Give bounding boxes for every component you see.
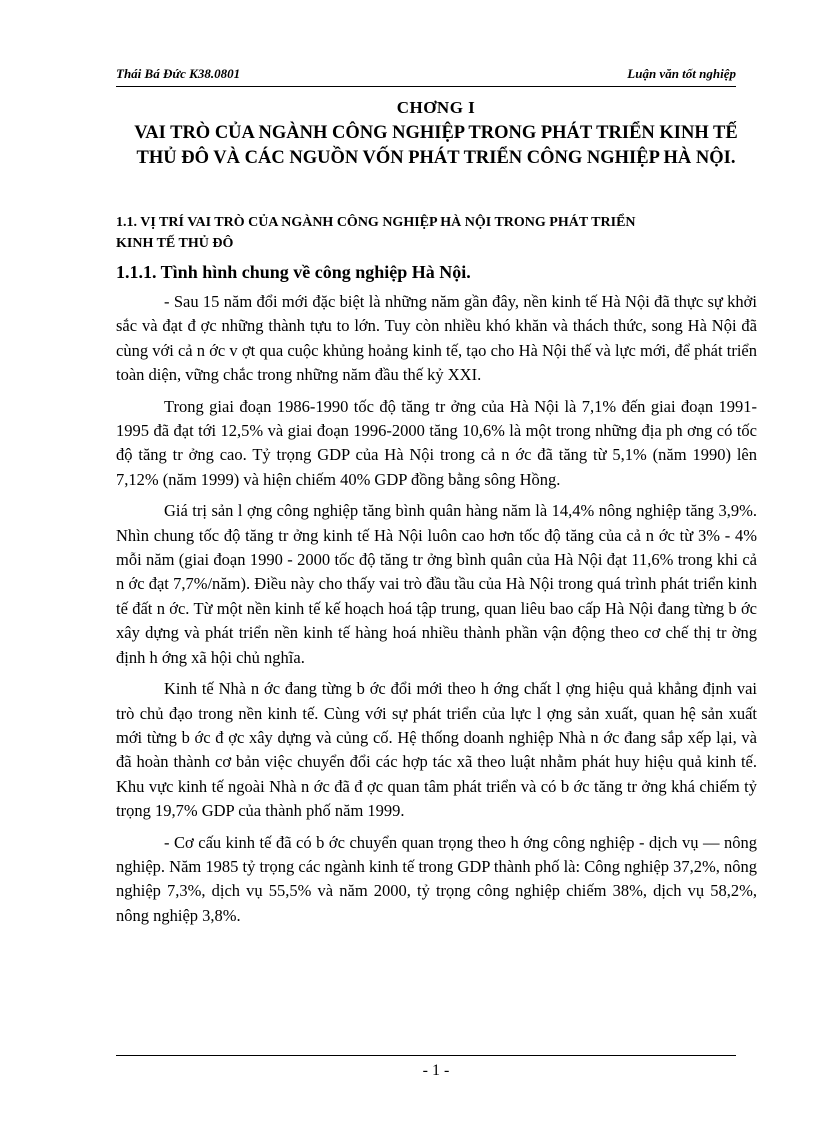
- page-number: - 1 -: [422, 1062, 450, 1079]
- section-heading-line-2: KINH TẾ THỦ ĐÔ: [116, 236, 234, 251]
- chapter-number: CHƠNG I: [396, 98, 476, 117]
- chapter-title-line-2: THỦ ĐÔ VÀ CÁC NGUỒN VỐN PHÁT TRIỂN CÔNG NGHIỆP HÀ NỘI.: [136, 148, 736, 168]
- paragraph: Kinh tế Nhà n ớc đang từng b ớc đổi mới theo h ớng chất l ợng hiệu quả khẳng định vai trò chủ đạo trong nền kinh tế. Cùng với sự phát triển của lực l ợng sản xuất, quan hệ sản xuất mới từng b ớc đ ợc xây dựng và củng cố. Hệ thống doanh nghiệp Nhà n ớc đang sắp xếp lại, và đã hoàn thành cơ bản việc chuyển đổi các hợp tác xã theo luật nhằm phát huy hiệu quả kinh tế. Khu vực kinh tế ngoài Nhà n ớc đã đ ợc quan tâm phát triển và có b ớc tăng tr ởng khá chiếm tỷ trọng 19,7% GDP của thành phố năm 1999.: [116, 679, 757, 821]
- subsection-heading: 1.1.1. Tình hình chung về công nghiệp Hà Nội.: [116, 262, 471, 282]
- header-author: Thái Bá Đức K38.0801: [116, 66, 241, 81]
- body-text: [116, 290, 757, 935]
- page-header: [116, 64, 736, 87]
- paragraph: - Cơ cấu kinh tế đã có b ớc chuyển quan trọng theo h ớng công nghiệp - dịch vụ — nông nghiệp. Năm 1985 tỷ trọng các ngành kinh tế trong GDP thành phố là: Công nghiệp 37,2%, nông nghiệp 7,3%, dịch vụ 55,5% và năm 2000, tỷ trọng công nghiệp chiếm 38%, dịch vụ 58,2%, nông nghiệp 3,8%.: [116, 832, 757, 925]
- header-doc-type: Luận văn tốt nghiệp: [627, 66, 736, 81]
- paragraph: - Sau 15 năm đổi mới đặc biệt là những năm gần đây, nền kinh tế Hà Nội đã thực sự khởi sắc và đạt đ ợc những thành tựu to lớn. Tuy còn nhiều khó khăn và thách thức, song Hà Nội đã cùng với cả n ớc v ợt qua cuộc khủng hoảng kinh tế, tạo cho Hà Nội thế và lực mới, để phát triển toàn diện, vững chắc trong những năm đầu thế kỷ XXI.: [116, 292, 757, 385]
- chapter-title-line-1: VAI TRÒ CỦA NGÀNH CÔNG NGHIỆP TRONG PHÁT TRIỂN KINH TẾ: [134, 123, 738, 143]
- paragraph: Trong giai đoạn 1986-1990 tốc độ tăng tr ởng của Hà Nội là 7,1% đến giai đoạn 1991-1995 đã đạt tới 12,5% và giai đoạn 1996-2000 tăng 10,6% là một trong những địa ph ơng có tốc độ tăng tr ởng cao. Tỷ trọng GDP của Hà Nội trong cả n ớc đã tăng từ 5,1% (năm 1990) lên 7,12% (năm 1999) và hiện chiếm 40% GDP đồng bằng sông Hồng.: [116, 396, 757, 489]
- chapter-title: [116, 121, 756, 171]
- footer-divider: [116, 1055, 736, 1056]
- paragraph: Giá trị sản l ợng công nghiệp tăng bình quân hàng năm là 14,4% nông nghiệp tăng 3,9%. Nhìn chung tốc độ tăng tr ởng kinh tế Hà Nội luôn cao hơn tốc độ tăng của cả n ớc từ 3% - 4% mỗi năm (giai đoạn 1990 - 2000 tốc độ tăng tr ởng bình quân của Hà Nội đạt 11,6% trong khi cả n ớc đạt 7,7%/năm). Điều này cho thấy vai trò đầu tầu của Hà Nội trong quá trình phát triển kinh tế đất n ớc. Từ một nền kinh tế kế hoạch hoá tập trung, quan liêu bao cấp Hà Nội đang từng b ớc xây dựng và phát triển nền kinh tế hàng hoá nhiều thành phần vận động theo cơ chế thị tr ờng định h ớng xã hội chủ nghĩa.: [116, 501, 757, 667]
- section-heading: [116, 212, 756, 254]
- section-heading-line-1: 1.1. VỊ TRÍ VAI TRÒ CỦA NGÀNH CÔNG NGHIỆP HÀ NỘI TRONG PHÁT TRIỂN: [116, 215, 636, 230]
